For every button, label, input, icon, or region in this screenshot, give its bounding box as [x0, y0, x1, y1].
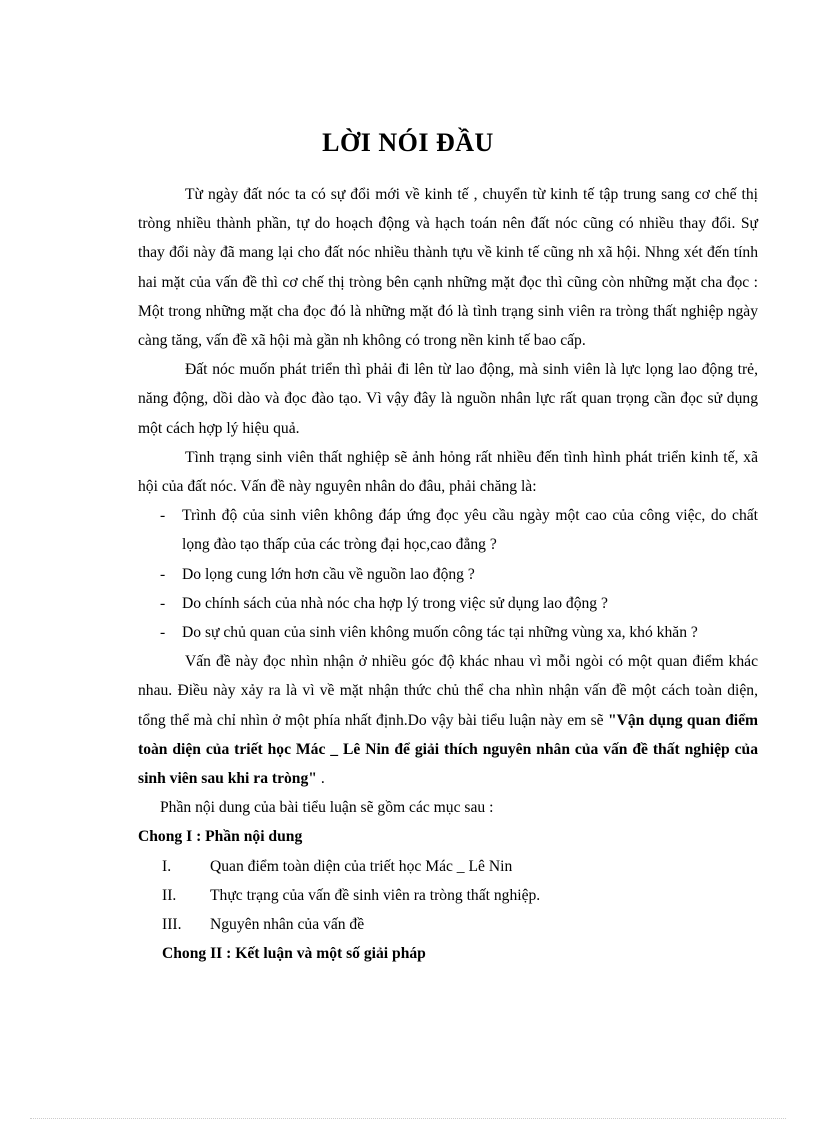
list-item	[138, 852, 758, 881]
list-item	[138, 881, 758, 910]
list-item-text: Thực trạng của vấn đề sinh viên ra tròng thất nghiệp.	[210, 886, 541, 904]
paragraph-intro: Từ ngày đất nóc ta có sự đổi mới về kinh tế , chuyển từ kinh tế tập trung sang cơ chế thị tròng nhiều thành phần, tự do hoạch động và hạch toán nên đất nóc cũng có nhiều thay đổi. Sự thay đổi này đã mang lại cho đất nóc nhiều thành tựu về kinh tế cũng nh xã hội. Nhng xét đến tính hai mặt của vấn đề thì cơ chế thị tròng bên cạnh những mặt đọc thì cũng còn những mặt cha đọc : Một trong những mặt cha đọc đó là những mặt đó là tình trạng sinh viên ra tròng thất nghiệp ngày càng tăng, vấn đề xã hội mà gần nh không có trong nền kinh tế bao cấp.	[138, 186, 758, 350]
list-item	[138, 618, 758, 647]
list-item-text: Nguyên nhân của vấn đề	[210, 916, 365, 934]
list-bullet: -	[160, 507, 166, 525]
paragraph-approach-end: .	[316, 770, 325, 788]
list-item-number: III.	[162, 916, 182, 934]
list-item	[138, 589, 758, 618]
list-item-text: Quan điểm toàn diện của triết học Mác _ Lê Nin	[210, 857, 513, 875]
list-bullet: -	[160, 565, 166, 583]
list-item-text: Trình độ của sinh viên không đáp ứng đọc yêu cầu ngày một cao của công việc, do chất lọng đào tạo thấp của các tròng đại học,cao đẳng ?	[182, 507, 758, 554]
list-item-text: Do sự chủ quan của sinh viên không muốn công tác tại những vùng xa, khó khăn ?	[182, 624, 698, 642]
list-bullet: -	[160, 594, 166, 612]
document-body	[138, 180, 758, 968]
list-item	[138, 560, 758, 589]
list-item	[138, 910, 758, 939]
paragraph-approach-text: Vấn đề này đọc nhìn nhận ở nhiều góc độ khác nhau vì mỗi ngòi có một quan điểm khác nhau. Điều này xảy ra là vì về mặt nhận thức chủ thể cha nhìn nhận vấn đề một cách toàn diện, tổng thể mà chỉ nhìn ở một phía nhất định.Do vậy bài tiểu luận này em sẽ	[138, 653, 758, 729]
list-bullet: -	[160, 624, 166, 642]
paragraph-approach	[138, 647, 758, 793]
chapter-heading-1: Chong I : Phần nội dung	[138, 828, 303, 846]
chapter-heading-2: Chong II : Kết luận và một số giải pháp	[162, 945, 426, 963]
list-item-text: Do chính sách của nhà nóc cha hợp lý trong việc sử dụng lao động ?	[182, 594, 608, 612]
list-item-number: II.	[162, 886, 177, 904]
page-bottom-rule	[30, 1118, 786, 1119]
paragraph-question: Tình trạng sinh viên thất nghiệp sẽ ảnh hỏng rất nhiều đến tình hình phát triển kinh tế, xã hội của đất nóc. Vấn đề này nguyên nhân do đâu, phải chăng là:	[138, 448, 758, 496]
page-title: LỜI NÓI ĐẦU	[322, 128, 494, 157]
paragraph-outline-intro: Phần nội dung của bài tiểu luận sẽ gồm các mục sau :	[160, 799, 494, 817]
list-item-number: I.	[162, 857, 172, 875]
list-item	[138, 501, 758, 559]
paragraph-labor: Đất nóc muốn phát triển thì phải đi lên từ lao động, mà sinh viên là lực lọng lao động trẻ, năng động, dồi dào và đọc đào tạo. Vì vậy đây là nguồn nhân lực rất quan trọng cần đọc sử dụng một cách hợp lý hiệu quả.	[138, 361, 758, 437]
list-item-text: Do lọng cung lớn hơn cầu về nguồn lao động ?	[182, 565, 475, 583]
paragraph-approach-topic: "Vận dụng quan điểm toàn diện của triết học Mác _ Lê Nin để giải thích nguyên nhân của vấn đề thất nghiệp của sinh viên sau khi ra tròng"	[138, 711, 758, 788]
